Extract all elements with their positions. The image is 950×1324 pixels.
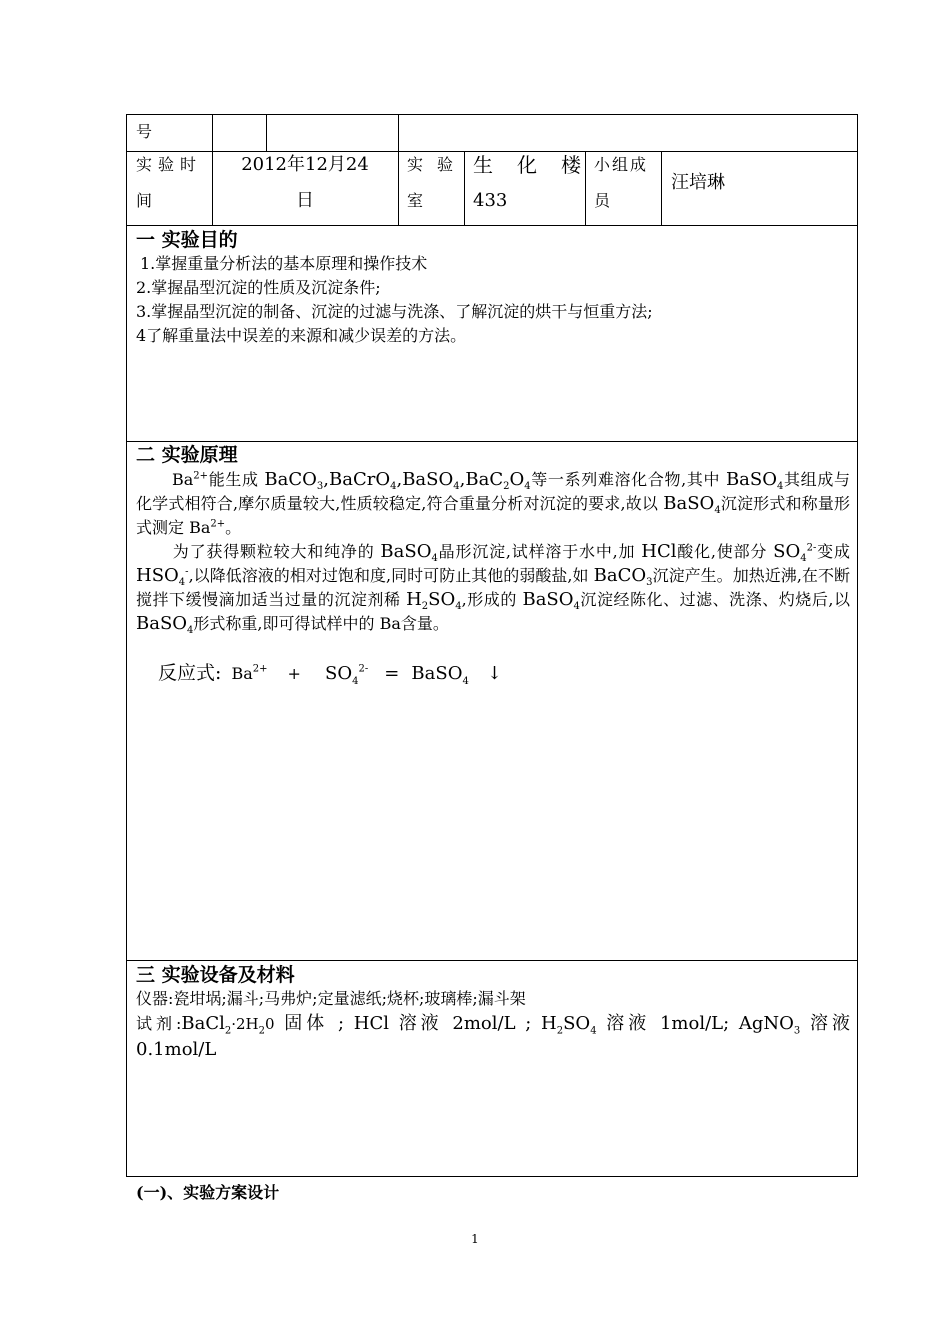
principle-paragraph-1: $Ba^{2+}$能生成 $BaCO_3,BaCrO_4,BaSO_4,BaC_2O_4$等一系列难溶化合物,其中 BaSO$_4$其组成与化学式相符合,摩尔质量较大,性质较稳定,符合重量分析对沉淀的要求,故以 BaSO$_4$沉淀形式和称量形式测定 $Ba^{2+}$。 [136,469,850,537]
section1-list [136,252,850,348]
principle-paragraph-2: 为了获得颗粒较大和纯净的 BaSO$_4$晶形沉淀,试样溶于水中,加 HCl酸化,使部分 $SO_4^{2-}$变成 $HSO_4^-$,以降低溶液的相对过饱和度,同时可防止其他的弱酸盐,如 BaCO$_3$沉淀产生。加热近沸,在不断搅拌下缓慢滴加适当过量的沉淀剂稀 $H_2SO_4$,形成的 BaSO$_4$沉淀经陈化、过滤、洗涤、灼烧后,以 BaSO$_4$形式称重,即可得试样中的 Ba含量。 [136,541,850,637]
col-divider-1b [266,114,267,151]
reagent-list: 试剂$:BaCl_2\cdot 2H_20$ 固体 ; HCl 溶液 2mol/L ; $H_2SO_4$ 溶液 1mol/L; AgNO$_3$ 溶液 0.1mol/L [136,1013,850,1060]
design-subtitle: (一)、实验方案设计 [136,1183,280,1202]
objective-item: 4了解重量法中误差的来源和减少误差的方法。 [136,326,467,345]
table-bottom-border [126,1176,858,1177]
objective-item: 1.掌握重量分析法的基本原理和操作技术 [140,254,428,273]
section-divider-2 [126,960,858,961]
room-label-line2: 室 [407,191,430,210]
objective-item: 2.掌握晶型沉淀的性质及沉淀条件; [136,278,381,297]
precipitate-arrow-icon: ↓ [486,663,502,684]
member-value: 汪培琳 [671,172,725,193]
table-right-border [857,114,858,1176]
reaction-equation: 反应式: $Ba^{2+} + SO_4^{2-}$ = BaSO$_4$ ↓ [158,662,502,687]
table-top-border [126,114,858,115]
room-value-line1: 生化楼 [473,153,605,177]
section1-title: 一 实验目的 [136,229,238,251]
row-divider-2 [126,225,858,226]
room-value-line2: 433 [473,190,508,211]
section2-title: 二 实验原理 [136,444,238,466]
member-label-line2: 员 [594,191,611,210]
room-label-line1: 实验 [407,155,468,174]
date-line2: 日 [296,190,314,211]
instrument-list: 仪器:瓷坩埚;漏斗;马弗炉;定量滤纸;烧杯;玻璃棒;漏斗架 [136,989,526,1008]
header-label: 号 [136,122,159,141]
col-divider-2 [398,114,399,225]
section-divider-1 [126,441,858,442]
time-label-line2: 间 [136,191,159,210]
objective-item: 3.掌握晶型沉淀的制备、沉淀的过滤与洗涤、了解沉淀的烘干与恒重方法; [136,302,653,321]
date-line1: 2012年12月24 [241,154,369,175]
member-label-line1: 小组成 [594,155,649,174]
time-label-line1: 实验时 [136,155,203,174]
table-left-border [126,114,127,1176]
col-divider-5 [661,151,662,225]
section3-title: 三 实验设备及材料 [136,964,295,986]
page-number: 1 [471,1232,479,1246]
